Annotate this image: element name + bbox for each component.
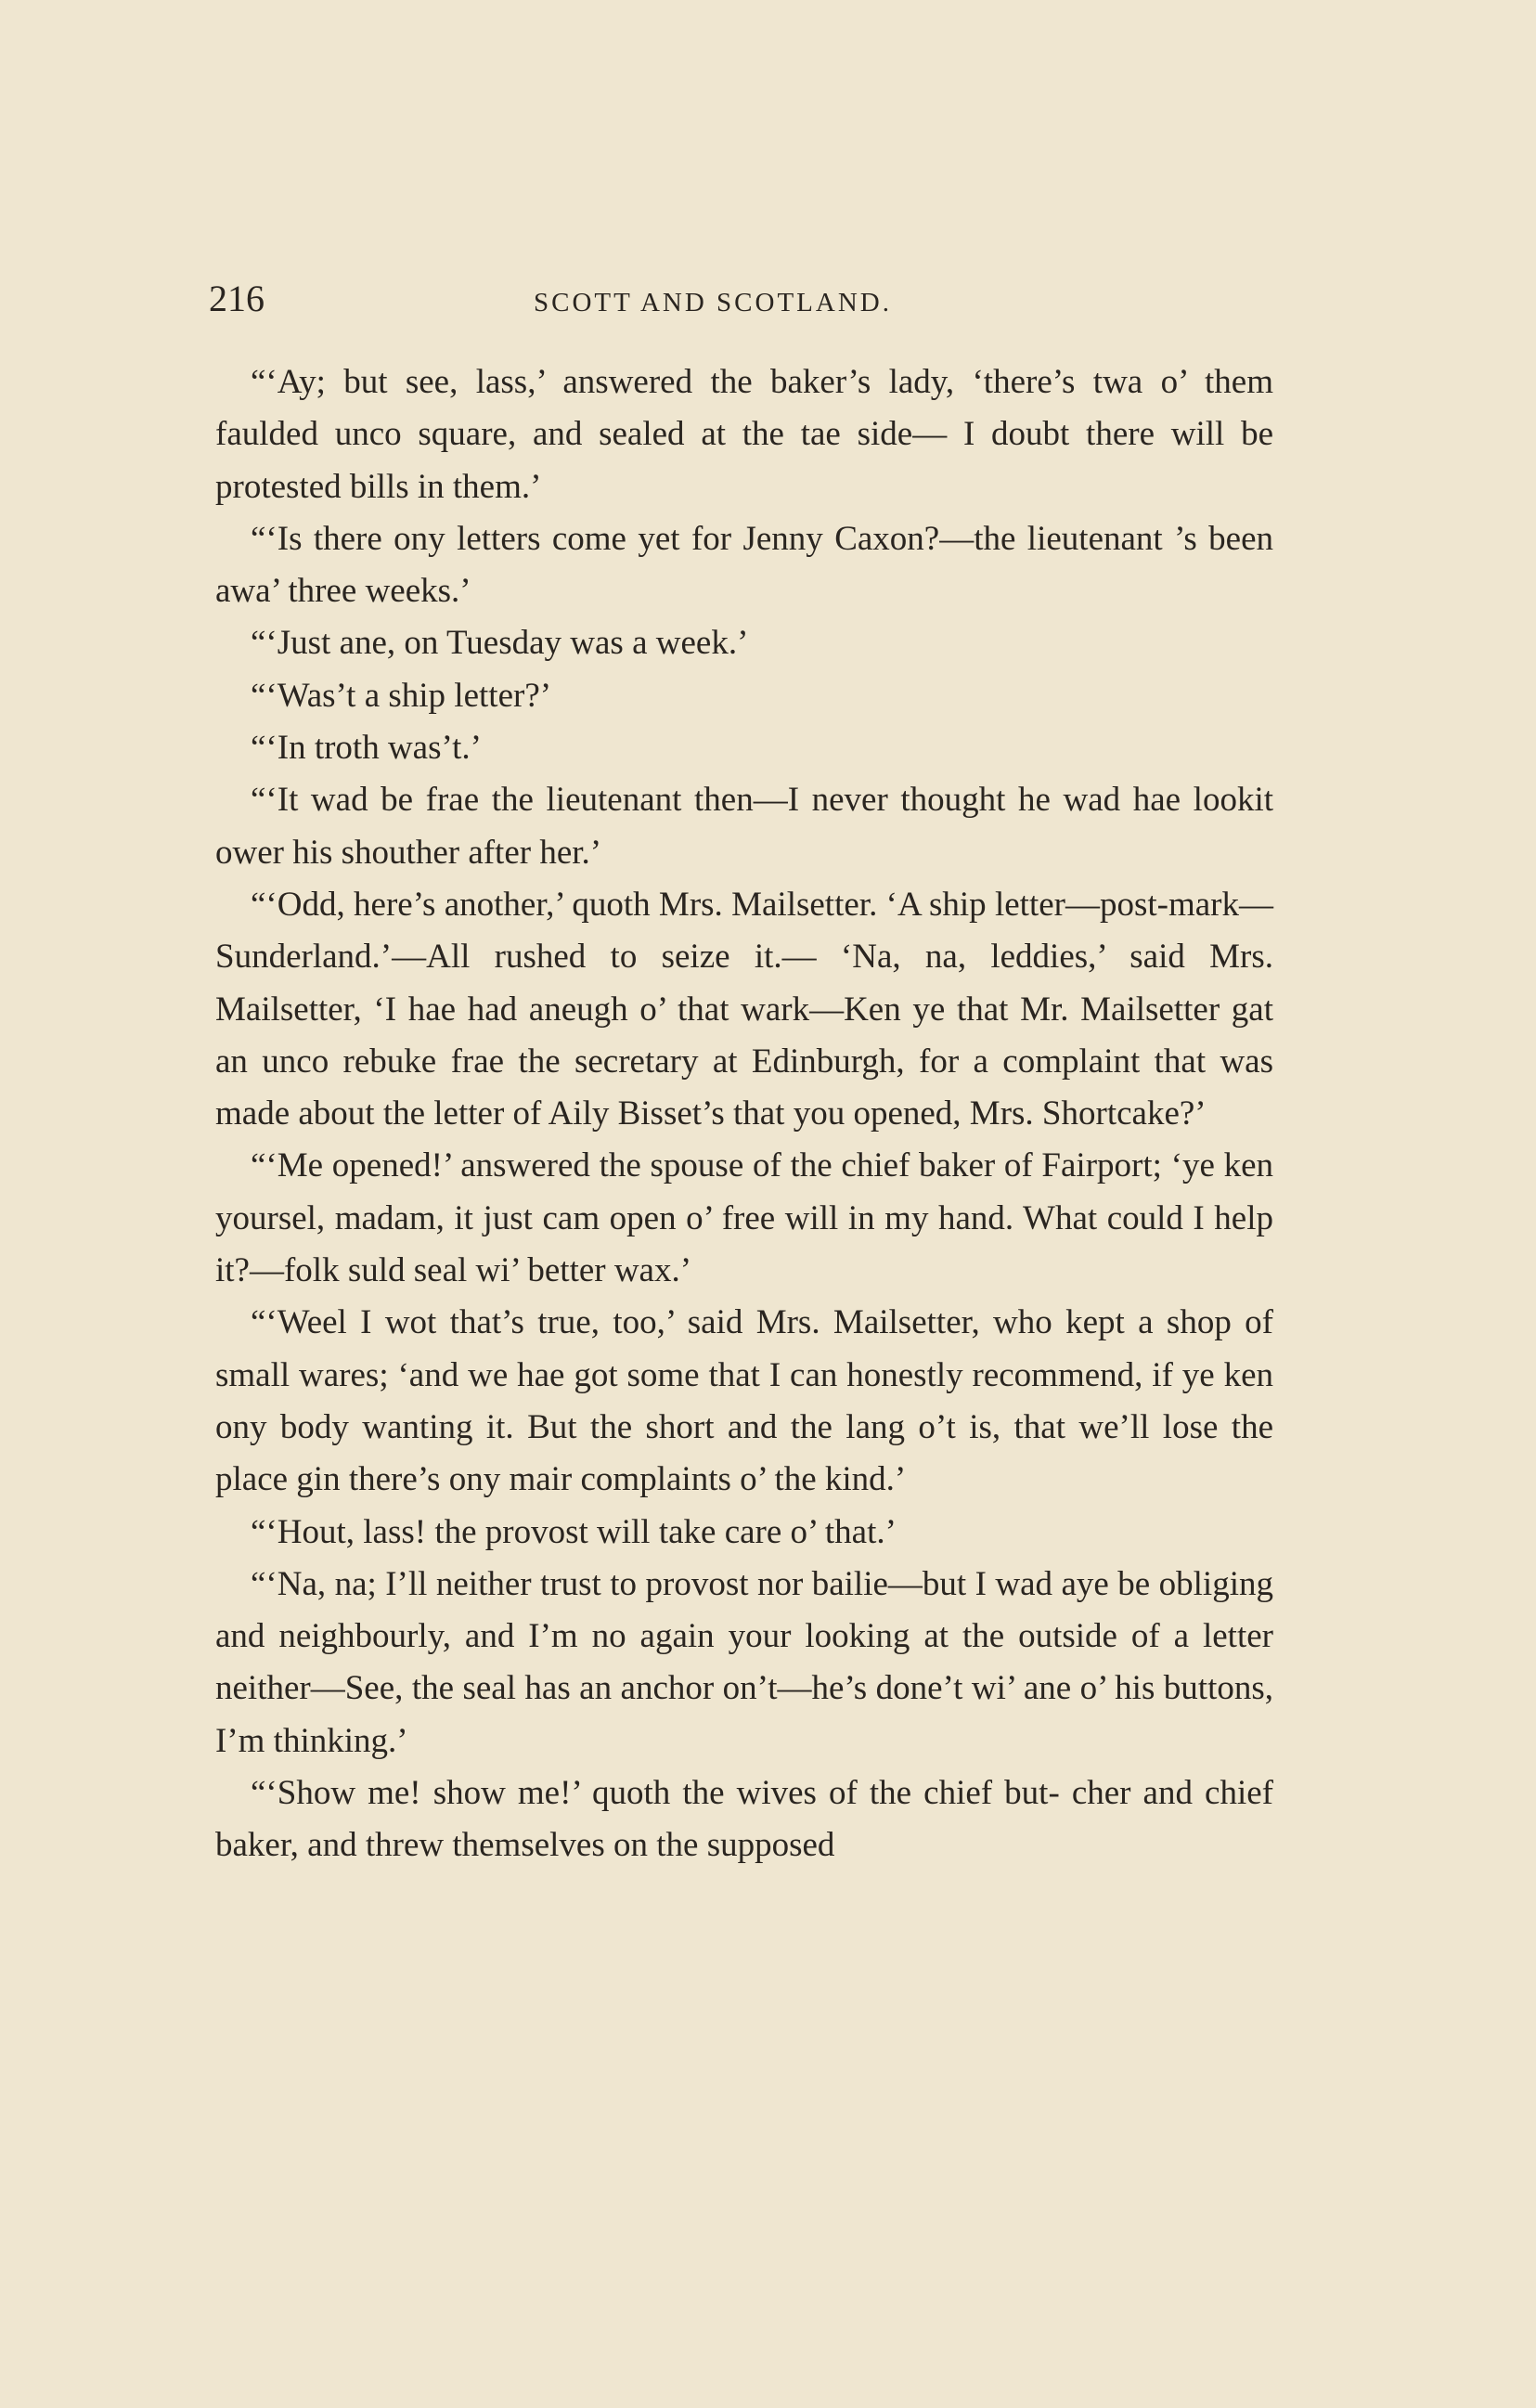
paragraph: “‘Hout, lass! the provost will take care o’ that.’ — [251, 1512, 897, 1551]
page-header — [209, 277, 1276, 332]
body-text — [215, 356, 1273, 1872]
paragraph: “‘Show me! show me!’ quoth the wives of the chief but- cher and chief baker, and threw themselves on the supposed — [215, 1774, 1273, 1865]
paragraph: “‘Me opened!’ answered the spouse of the chief baker of Fairport; ‘ye ken yoursel, madam, it just cam open o’ free will in my hand. What could I help it?—folk suld seal wi’ better wax.’ — [215, 1146, 1273, 1290]
paragraph: “‘Ay; but see, lass,’ answered the baker’s lady, ‘there’s twa o’ them faulded unco square, and sealed at the tae side— I doubt there will be protested bills in them.’ — [215, 363, 1273, 506]
paragraph: “‘Odd, here’s another,’ quoth Mrs. Mailsetter. ‘A ship letter—post-mark—Sunderland.’—All rushed to seize it.— ‘Na, na, leddies,’ said Mrs. Mailsetter, ‘I hae had aneugh o’ that wark—Ken ye that Mr. Mailsetter gat an unco rebuke frae the secretary at Edinburgh, for a complaint that was made about the letter of Aily Bisset’s that you opened, Mrs. Shortcake?’ — [215, 885, 1273, 1133]
paragraph: “‘Was’t a ship letter?’ — [251, 676, 552, 715]
paragraph: “‘In troth was’t.’ — [251, 729, 482, 768]
paragraph: “‘Weel I wot that’s true, too,’ said Mrs. Mailsetter, who kept a shop of small wares; ‘and we hae got some that I can honestly recommend, if ye ken ony body wanting it. But the short and the lang o’t is, that we’ll lose the place gin there’s ony mair complaints o’ the kind.’ — [215, 1303, 1273, 1499]
paragraph: “‘Is there ony letters come yet for Jenny Caxon?—the lieutenant ’s been awa’ three weeks.’ — [215, 519, 1273, 611]
paragraph: “‘Just ane, on Tuesday was a week.’ — [251, 624, 749, 663]
running-head: SCOTT AND SCOTLAND. — [534, 288, 892, 317]
page-number: 216 — [209, 278, 265, 319]
paragraph: “‘It wad be frae the lieutenant then—I never thought he wad hae lookit ower his shouther after her.’ — [215, 781, 1273, 872]
paragraph: “‘Na, na; I’ll neither trust to provost nor bailie—but I wad aye be obliging and neighbourly, and I’m no again your looking at the outside of a letter neither—See, the seal has an anchor on’t—he’s done’t wi’ ane o’ his buttons, I’m thinking.’ — [215, 1564, 1273, 1760]
